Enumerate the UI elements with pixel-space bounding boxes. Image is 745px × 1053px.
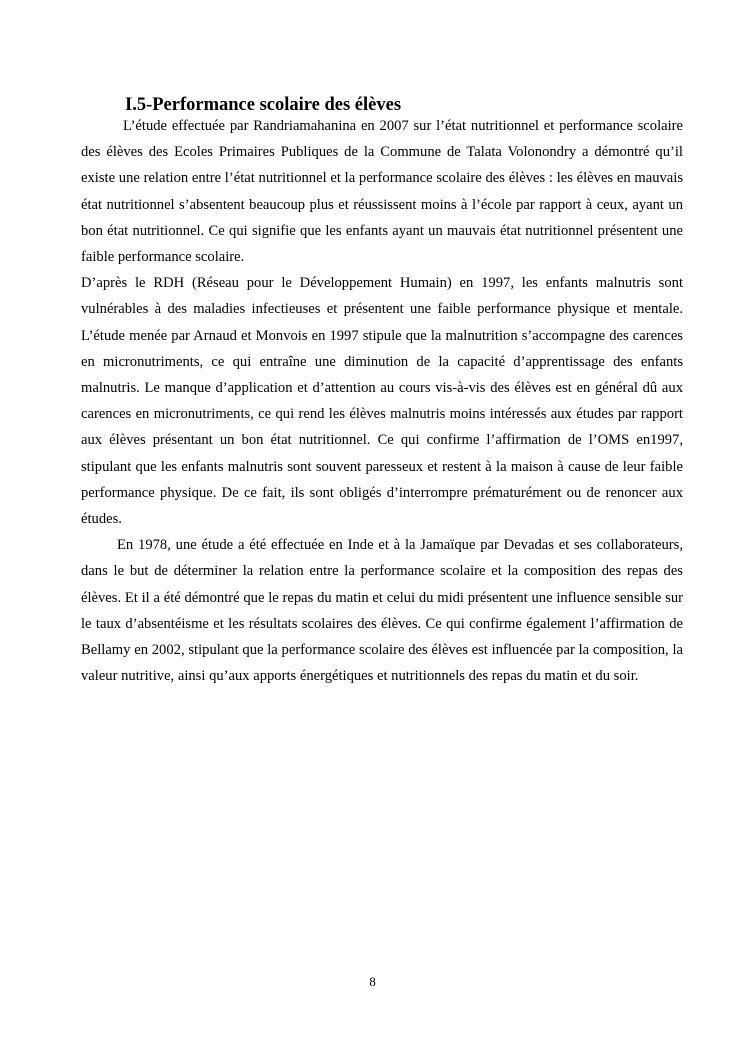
paragraph-rdh-malnutrition: D’après le RDH (Réseau pour le Développement Humain) en 1997, les enfants malnutris sont vulnérables à des maladies infectieuses et présentent une faible performance physique et mentale. L’étude menée par Arnaud et Monvois en 1997 stipule que la malnutrition s’accompagne des carences en micronutriments, ce qui entraîne une diminution de la capacité d’apprentissage des enfants malnutris. Le manque d’application et d’attention au cours vis-à-vis des élèves est en général dû aux carences en micronutriments, ce qui rend les élèves malnutris moins intéressés aux études par rapport aux élèves présentant un bon état nutritionnel. Ce qui confirme l’affirmation de l’OMS en1997, stipulant que les enfants malnutris sont souvent paresseux et restent à la maison à cause de leur faible performance physique. De ce fait, ils sont obligés d’interrompre prématurément ou de renoncer aux études. bbox=[81, 275, 683, 528]
section-heading: I.5-Performance scolaire des élèves bbox=[125, 95, 402, 116]
paragraph-devadas-study: En 1978, une étude a été effectuée en Inde et à la Jamaïque par Devadas et ses collaborateurs, dans le but de déterminer la relation entre la performance scolaire et la composition des repas des élèves. Et il a été démontré que le repas du matin et celui du midi présentent une influence sensible sur le taux d’absentéisme et les résultats scolaires des élèves. Ce qui confirme également l’affirmation de Bellamy en 2002, stipulant que la performance scolaire des élèves est influencée par la composition, la valeur nutritive, ainsi qu’aux apports énergétiques et nutritionnels des repas du matin et du soir. bbox=[81, 537, 683, 685]
body-text bbox=[81, 113, 683, 689]
paragraph-randriamahanina-study: L’étude effectuée par Randriamahanina en 2007 sur l’état nutritionnel et performance scolaire des élèves des Ecoles Primaires Publiques de la Commune de Talata Volonondry a démontré qu’il existe une relation entre l’état nutritionnel et la performance scolaire des élèves : les élèves en mauvais état nutritionnel s’absentent beaucoup plus et réussissent moins à l’école par rapport à ceux, ayant un bon état nutritionnel. Ce qui signifie que les enfants ayant un mauvais état nutritionnel présentent une faible performance scolaire. bbox=[81, 118, 683, 266]
page-number: 8 bbox=[369, 974, 376, 989]
